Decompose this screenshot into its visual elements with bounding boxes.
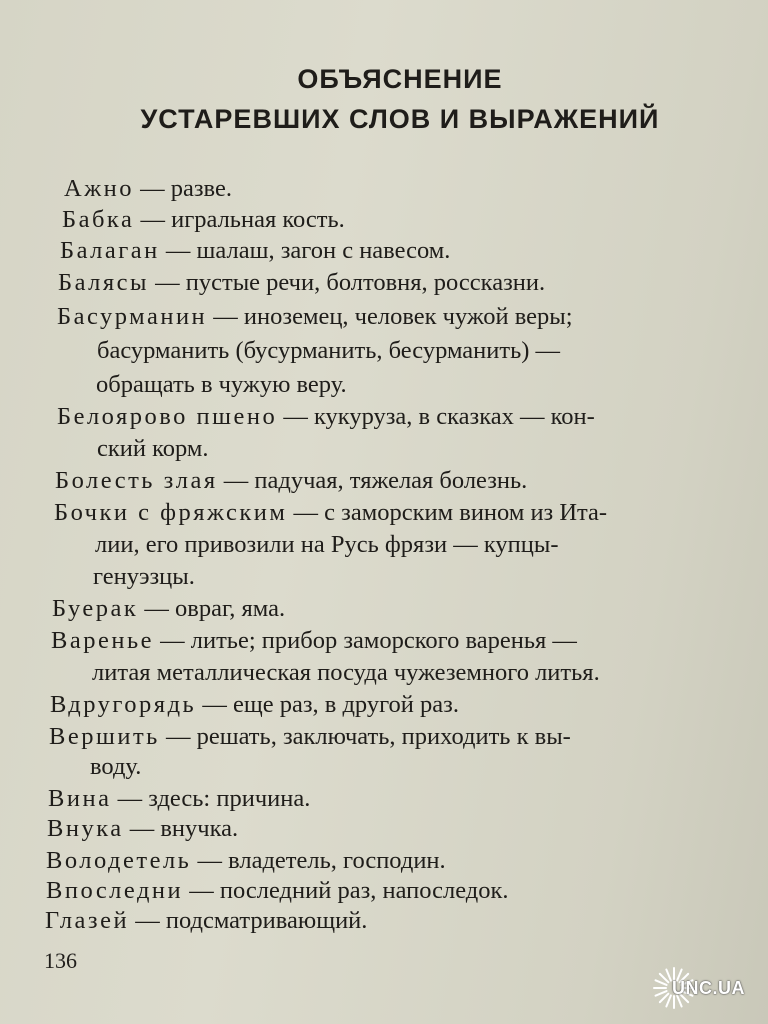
entry-definition: — еще раз, в другой раз. [202,691,459,718]
glossary-entry [60,236,450,266]
glossary-entry [46,876,509,906]
entry-term: Белоярово пшено [57,403,278,430]
entry-definition: — с заморским вином из Ита- [293,499,608,526]
glossary-entry [51,626,577,656]
entry-definition: — иноземец, человек чужой веры; [213,303,573,330]
page-number: 136 [44,948,77,973]
entry-term: Вершить [49,723,160,750]
entry-term: Володетель [46,847,192,874]
entry-term: Впоследни [46,877,184,904]
entry-term: Варенье [51,627,154,654]
entry-definition-continuation: лии, его привозили на Русь фрязи — купцы- [95,531,559,558]
glossary-entry [49,722,571,752]
entry-term: Болесть злая [55,467,218,494]
entry-term: Буерак [52,595,139,622]
entry-term: Басурманин [57,303,208,330]
glossary-entry [64,174,232,204]
watermark [652,964,764,1016]
glossary-entry [57,402,595,432]
entry-definition: — решать, заключать, приходить к вы- [165,723,571,750]
entry-definition-continuation: басурманить (бусурманить, бесурманить) — [97,337,561,364]
entry-definition-continuation: литая металлическая посуда чужеземного литья. [92,659,600,686]
glossary-entry [55,466,527,496]
entry-definition-continuation: обращать в чужую веру. [96,371,347,398]
entry-term: Ажно [64,175,134,202]
entry-definition: — шалаш, загон с навесом. [165,237,451,264]
entry-definition-continuation: генуэзцы. [93,563,195,590]
glossary-entry [57,302,573,332]
entry-term: Балясы [58,269,149,296]
entry-definition: — кукуруза, в сказках — кон- [283,403,595,430]
entry-definition: — владетель, господин. [197,847,446,874]
entry-term: Внука [47,815,124,842]
entry-definition: — внучка. [129,815,239,842]
entry-definition: — игральная кость. [140,206,345,233]
entry-definition: — последний раз, напоследок. [189,877,509,904]
glossary-entry [46,846,446,876]
entry-definition: — литье; прибор заморского варенья — [160,627,577,654]
entry-definition: — овраг, яма. [144,595,286,622]
glossary-entry [62,205,345,235]
entry-definition: — разве. [140,175,232,202]
glossary-entry [45,906,367,936]
glossary-entry [50,690,459,720]
entry-definition-continuation: воду. [90,753,142,780]
entry-definition: — падучая, тяжелая болезнь. [223,467,528,494]
entry-term: Балаган [60,237,160,264]
glossary-entry [48,784,310,814]
entry-term: Вина [48,785,112,812]
entry-term: Бабка [62,206,135,233]
entry-definition: — здесь: причина. [117,785,311,812]
glossary-entry [54,498,607,528]
entry-term: Бочки с фряжским [54,499,288,526]
entry-term: Глазей [45,907,130,934]
glossary-entry [52,594,285,624]
page-title-line-2: УСТАРЕВШИХ СЛОВ И ВЫРАЖЕНИЙ [140,104,660,134]
glossary-entry [58,268,545,298]
page-title-line-1: ОБЪЯСНЕНИЕ [297,64,503,94]
entry-definition: — пустые речи, болтовня, россказни. [155,269,546,296]
watermark-text: UNC.UA [672,978,745,998]
entry-term: Вдругорядь [50,691,197,718]
entry-definition: — подсматривающий. [135,907,368,934]
entry-definition-continuation: ский корм. [97,435,209,462]
glossary-entry [47,814,238,844]
